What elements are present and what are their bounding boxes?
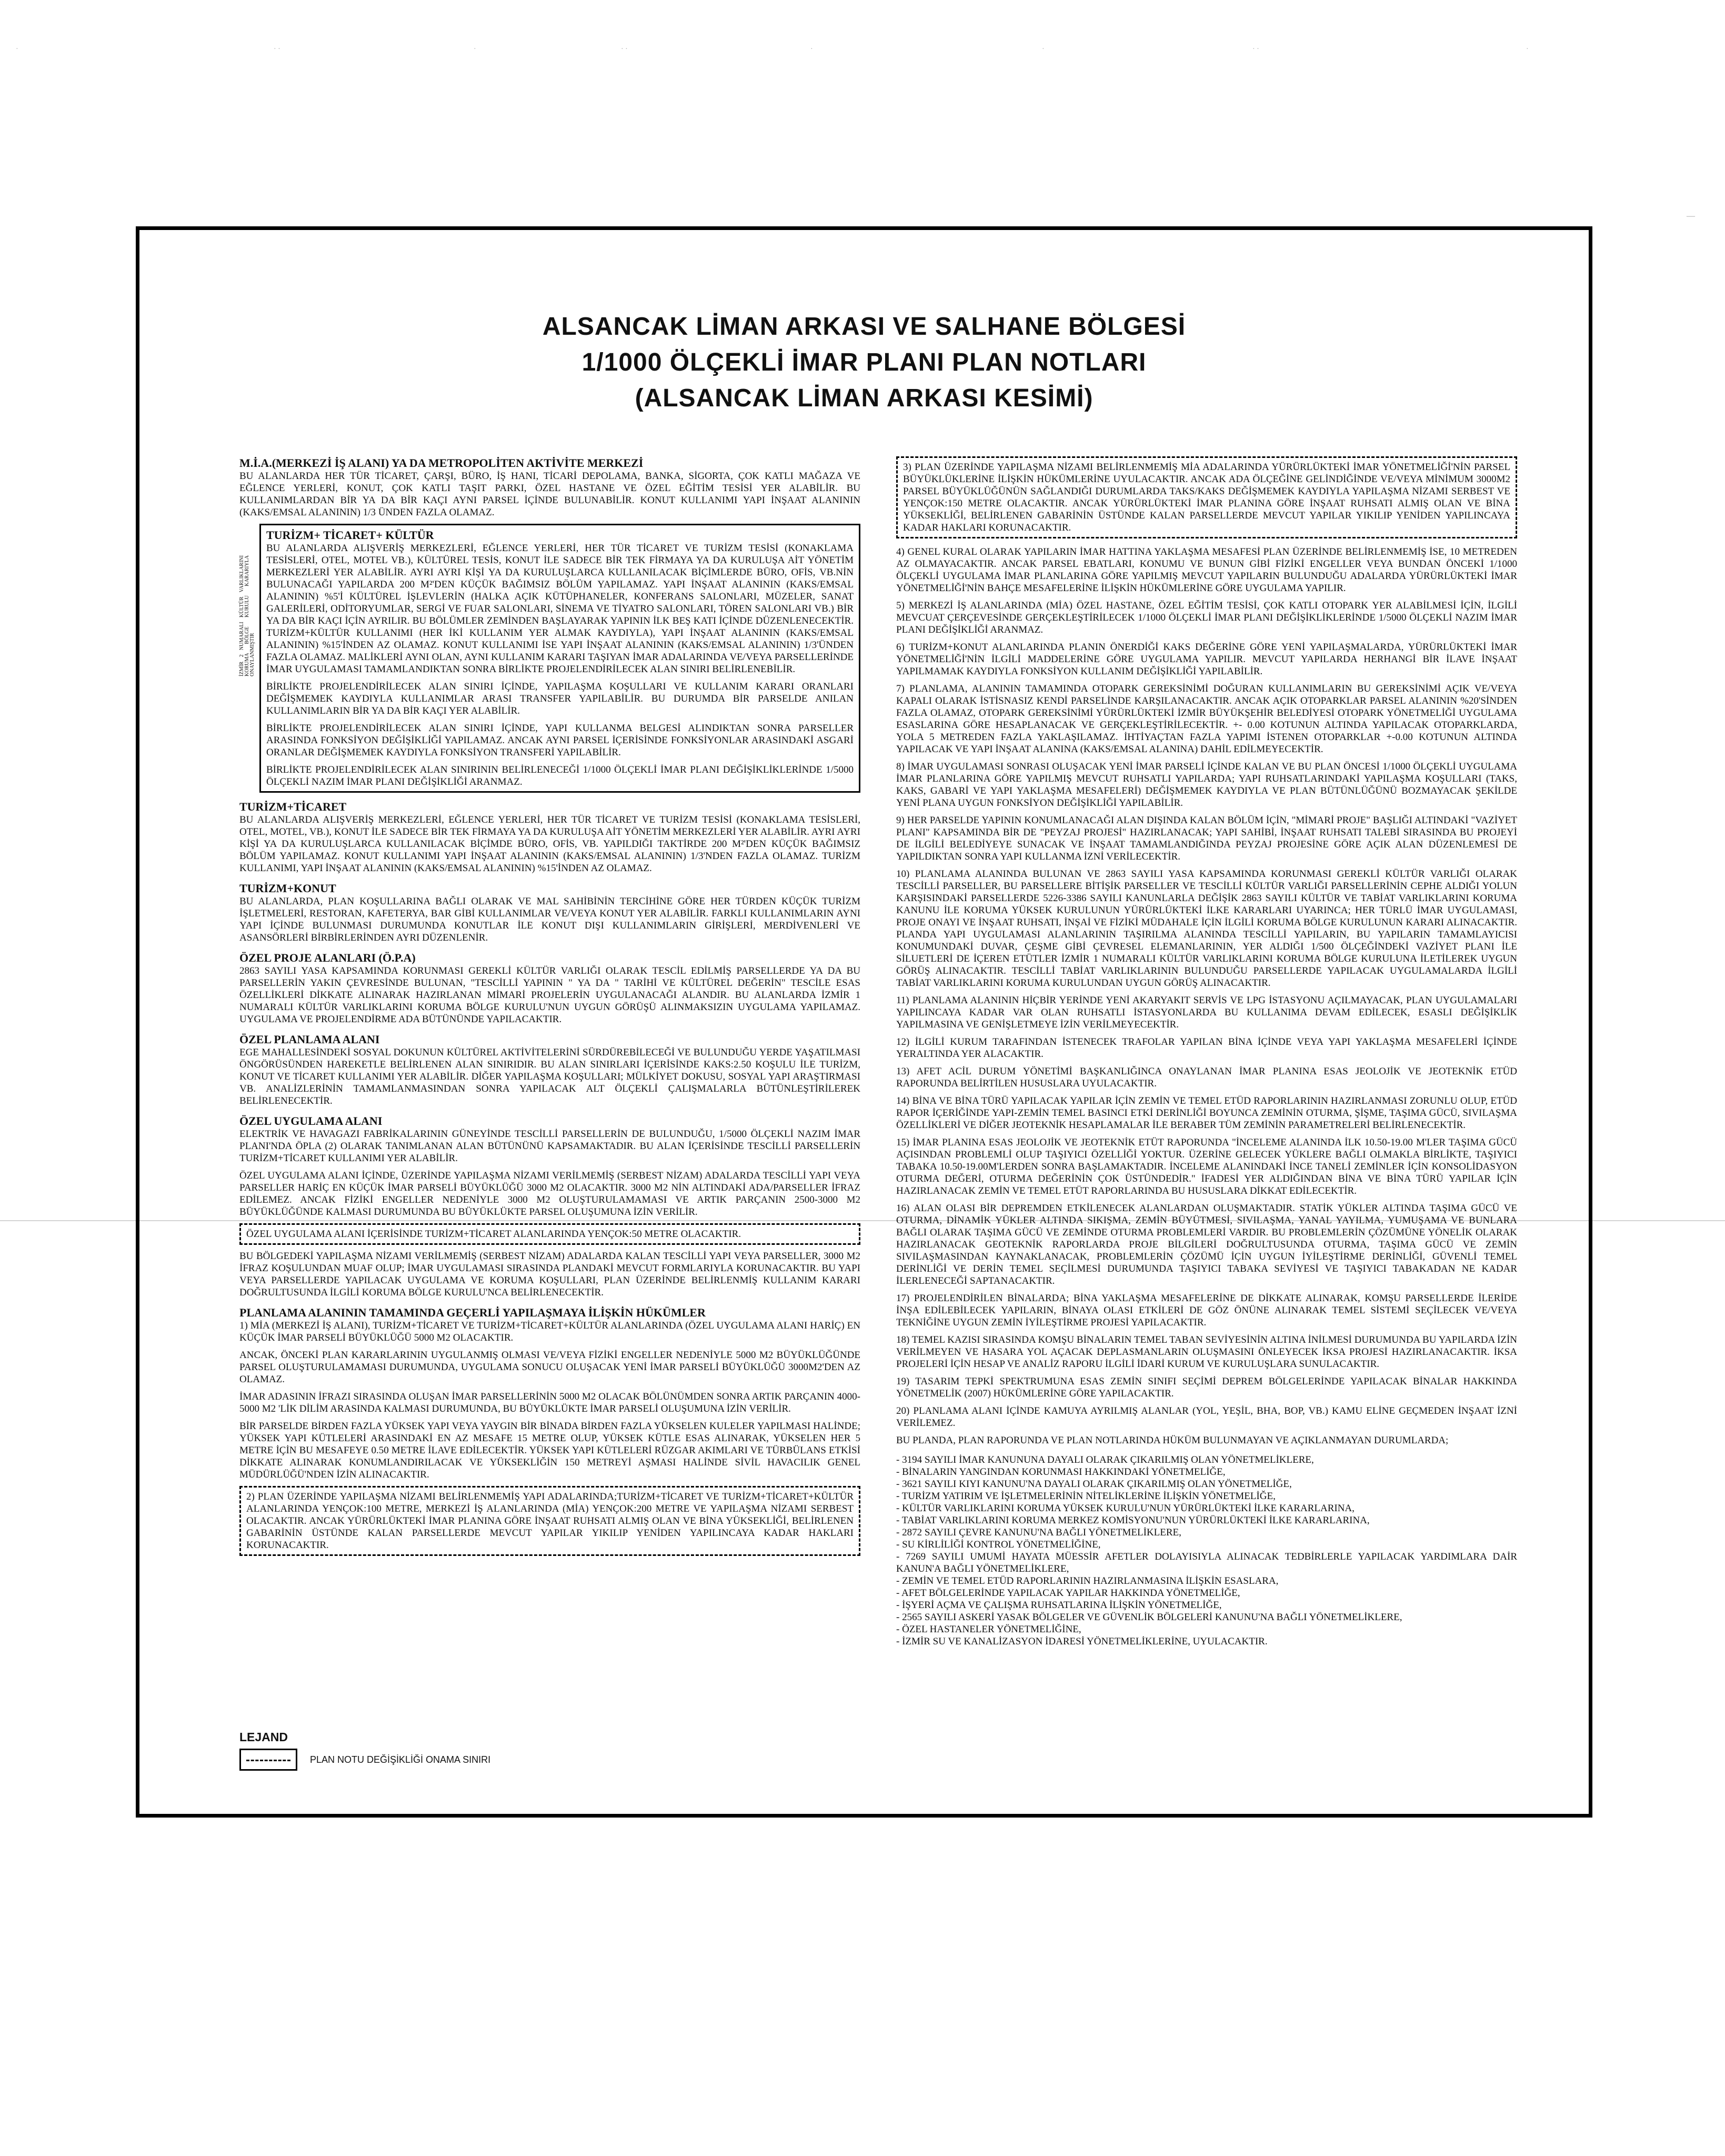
section-heading-opa: ÖZEL PROJE ALANLARI (Ö.P.A) (239, 951, 416, 964)
regulation-item: - TURİZM YATIRIM VE İŞLETMELERİNİN NİTELİKLERİNE İLİŞKİN YÖNETMELİĞE, (896, 1491, 1276, 1502)
section-heading-opl: ÖZEL PLANLAMA ALANI (239, 1033, 380, 1046)
section-text-tt: BU ALANLARDA ALIŞVERİŞ MERKEZLERİ, EĞLENCE YERLERİ, HER TÜR TİCARET VE TURİZM TESİSİ (KONAKLAMA TESİSLERİ, OTEL, MOTEL, VB.), KONUT İLE SADECE BİR TEK FİRMAYA YA DA KURULUŞA AİT YÖNETİM MERKEZLERİ YER ALABİLİR. AYRI AYRI KİŞİ YA DA KURULUŞLARCA KULLANILACAK BİÇİMDE BÜRO, OFİS, VB. YAPILDIĞI TAKTİRDE 200 M²'DEN KÜÇÜK BAĞIMSIZ BÖLÜM YAPILAMAZ. KONUT KULLANIMI YAPI İNŞAAT ALANININ (KAKS/EMSAL ALANININ) 1/3'NDEN FAZLA OLAMAZ. TURİZM KULLANIMI, YAPI İNŞAAT ALANININ (KAKS/EMSAL ALANININ) %15'İNDEN AZ OLAMAZ. (239, 814, 860, 874)
regulation-item: - 3621 SAYILI KIYI KANUNU'NA DAYALI OLARAK ÇIKARILMIŞ OLAN YÖNETMELİĞE, (896, 1479, 1292, 1490)
regulation-item: - 2872 SAYILI ÇEVRE KANUNU'NA BAĞLI YÖNETMELİKLERE, (896, 1527, 1181, 1538)
legend (239, 1730, 490, 1771)
legend-label: PLAN NOTU DEĞİŞİKLİĞİ ONAMA SINIRI (310, 1754, 491, 1765)
section-heading-mia: M.İ.A.(MERKEZİ İŞ ALANI) YA DA METROPOLİTEN AKTİVİTE MERKEZİ (239, 456, 644, 470)
section-text-ttk-4: BİRLİKTE PROJELENDİRİLECEK ALAN SINIRININ BELİRLENECEĞİ 1/1000 ÖLÇEKLİ İMAR PLANI DEĞİŞİKLİKLERİNDE 1/5000 ÖLÇEKLİ NAZIM İMAR PLANI DEĞİŞİKLİĞİ ARANMAZ. (266, 764, 854, 787)
regulations-list (896, 1454, 1517, 1648)
amendment-box-item-3 (896, 456, 1517, 538)
section-heading-ttk: TURİZM+ TİCARET+ KÜLTÜR (266, 528, 434, 542)
right-column (896, 456, 1517, 1647)
plan-note-10: 10) PLANLAMA ALANINDA BULUNAN VE 2863 SAYILI YASA KAPSAMINDA KORUNMASI GEREKLİ KÜLTÜR VARLIĞI OLARAK TESCİLLİ PARSELLER, BU PARSELLERE BİTİŞİK PARSELLER VE TESCİLLİ KÜLTÜR VARLIĞI PARSELLERİNİN CEPHE ALDIĞI YOLUN KARŞISINDAKİ PARSELLERDE 5226-3386 SAYILI KANUNLARLA DEĞİŞİK 2863 SAYILI KÜLTÜR VE TABİAT VARLIKLARINI KORUMA KANUNU İLE KORUMA YÜKSEK KURULUNUN YÜRÜRLÜKTEKİ İLKE KARARLARI UYARINCA; HER TÜRLÜ İMAR UYGULAMASI, PROJE ONAYI VE İNŞAAT RUHSATI, İNŞAİ VE FİZİKİ MÜDAHALE İÇİN İLGİLİ KORUMA BÖLGE KURULUNUN KARARI ALINACAKTIR. PLANDA YAPI UYGULAMASI ALANLARININ TAŞIRILMA ALANINDA TESCİLLİ YAPILARIN, BU YAPILARIN TAMAMLAYICISI KONUMUNDAKİ DUVAR, ÇEŞME GİBİ ÇEVRESEL ELEMANLARININ, YER ALDIĞI 1/500 ÖLÇEĞİNDEKİ VAZİYET PLANI İLE SİLUETLERİ DE İÇEREN ETÜTLER İZMİR 1 NUMARALI KÜLTÜR VARLIKLARINI KORUMA BÖLGE KURULUNA İLETİLEREK UYGUN GÖRÜŞ ALINACAKTIR. TESCİLLİ TABİAT VARLIKLARININ BULUNDUĞU PARSELLERDE YAPILACAK UYGULAMALARDA İLGİLİ TABİAT VARLIKLARINI KORUMA KURULUNDAN UYGUN GÖRÜŞ ALINACAKTIR. (896, 869, 1517, 989)
general-text-4: BİR PARSELDE BİRDEN FAZLA YÜKSEK YAPI VEYA YAYGIN BİR BİNADA BİRDEN FAZLA YÜKSELEN KULELER YAPILMASI HALİNDE; YÜKSEK YAPI KÜTLELERİ ARASINDAKİ EN AZ MESAFE 15 METRE OLUP, YÜKSEK KÜTLE ESAS ALINARAK, YÜKSELEN HER 5 METRE İÇİN BU MESAFEYE 0.50 METRE İLAVE EDİLECEKTİR. YÜKSEK YAPI KÜTLELERİ RÜZGAR AKIMLARI VE TÜRBÜLANS ETKİSİ DİKKATE ALINARAK KONUMLANDIRILACAK VE YÜKSEKLİĞİN 150 METREYİ AŞMASI HALİNDE SİVİL HAVACILIK GENEL MÜDÜRLÜĞÜ'NDEN İZİN ALINACAKTIR. (239, 1421, 860, 1480)
section-text-opa: 2863 SAYILI YASA KAPSAMINDA KORUNMASI GEREKLİ KÜLTÜR VARLIĞI OLARAK TESCİL EDİLMİŞ PARSELLERDE YA DA BU PARSELLERİN YAKIN ÇEVRESİNDE BULUNAN, "TESCİLLİ YAPININ " YA DA " TARİHİ VE KÜLTÜREL DEĞERİN" TESCİLE ESAS ÖZELLİKLERİ DİKKATE ALINARAK HAZIRLANAN MİMARİ PROJELERİN UYGULANACAĞI ALANDIR. BU ALANLARDA İZMİR 1 NUMARALI KÜLTÜR VARLIKLARINI KORUMA BÖLGE KURULU'NUN UYGUN GÖRÜŞÜ ALINMAKSIZIN UYGULAMA YAPILAMAZ. UYGULAMA VE PROJELENDİRME ADA BÜTÜNÜNDE YAPILACAKTIR. (239, 965, 860, 1025)
section-heading-general: PLANLAMA ALANININ TAMAMINDA GEÇERLİ YAPILAŞMAYA İLİŞKİN HÜKÜMLER (239, 1306, 706, 1319)
section-text-ttk-2: BİRLİKTE PROJELENDİRİLECEK ALAN SINIRI İÇİNDE, YAPILAŞMA KOŞULLARI VE KULLANIM KARARI ORANLARI DEĞİŞMEMEK KAYDIYLA KULLANIMLAR ARASI TRANSFER YAPILABİLİR. BU DURUMDA BİR PARSELDE ANILAN KULLANIMLARIN BİR YA DA BİR KAÇI YER ALABİLİR. (266, 681, 854, 716)
section-ttk-wrapper (239, 524, 860, 793)
regulation-item: - AFET BÖLGELERİNDE YAPILACAK YAPILAR HAKKINDA YÖNETMELİĞE, (896, 1588, 1240, 1599)
section-heading-tt: TURİZM+TİCARET (239, 800, 347, 813)
section-text-oua-1: ELEKTRİK VE HAVAGAZI FABRİKALARININ GÜNEYİNDE TESCİLLİ PARSELLERİN DE BULUNDUĞU, 1/5000 ÖLÇEKLİ NAZIM İMAR PLANI'NDA ÖPLA (2) OLARAK TANIMLANAN ALAN BÜTÜNÜNÜ KAPSAMAKTADIR. BU ALAN İÇERİSİNDE TESCİLLİ PARSELLERİN TURİZM+TİCARET KULLANIMI YER ALABİLİR. (239, 1129, 860, 1164)
plan-note-18: 18) TEMEL KAZISI SIRASINDA KOMŞU BİNALARIN TEMEL TABAN SEVİYESİNİN ALTINA İNİLMESİ DURUMUNDA BU YAPILARDA İZİN VERİLMEYEN VE HASARA YOL AÇACAK DEPLASMANLARIN OLUŞMASINI ÖNLEYECEK İKSA PROJESİ HAZIRLANACAKTIR. İKSA PROJELERİ İÇİN HESAP VE ANALİZ RAPORU İLGİLİ İDARİ KURUM VE KURULUŞLARA SUNULACAKTIR. (896, 1334, 1517, 1370)
plan-note-20: 20) PLANLAMA ALANI İÇİNDE KAMUYA AYRILMIŞ ALANLAR (YOL, YEŞİL, BHA, BOP, VB.) KAMU ELİNE GEÇMEDEN İNŞAAT İZNİ VERİLEMEZ. (896, 1405, 1517, 1429)
plan-notes-sheet (136, 226, 1592, 1818)
left-column (239, 456, 860, 1551)
plan-note-15: 15) İMAR PLANINA ESAS JEOLOJİK VE JEOTEKNİK ETÜT RAPORUNDA "İNCELEME ALANINDA İLK 10.50-19.00 M'LER TAŞIMA GÜCÜ AÇISINDAN PROBLEMLİ OLUP TAŞIYICI ÖZELLİĞİ YOKTUR. ÜZERİNE GELECEK YÜKLERE BAĞLI OLMAKLA BİRLİKTE, TAŞIYICI TABAKA 10.50-19.00M'LERDEN SONRA BAŞLAMAKTADIR. İNCELEME ALANINDAKİ İNCE TANELİ ZEMİNLER İÇİN KONSOLİDASYON OTURMA DEĞERİ, OTURMA DEĞERİNİN ÇOK ÜSTÜNDEDİR." İFADESİ YER ALDIĞINDAN BİNA VE BİNA TÜRÜ YAPILAR İÇİN HAZIRLANACAK ZEMİN VE TEMEL ETÜT RAPORLARINDA BU HUSUSLARA DİKKAT EDİLECEKTİR. (896, 1137, 1517, 1196)
plan-note-9: 9) HER PARSELDE YAPININ KONUMLANACAĞI ALAN DIŞINDA KALAN BÖLÜM İÇİN, "MİMARİ PROJE" BAŞLIĞI ALTINDAKİ "VAZİYET PLANI" KAPSAMINDA BİR DE "PEYZAJ PROJESİ" HAZIRLANACAK; YAPI SAHİBİ, İNŞAAT RUHSATI TALEBİ SIRASINDA BU PROJEYİ DE İLGİLİ BELEDİYEYE SUNACAK VE İNŞAAT TAMAMLANDIĞINDA PEYZAJ PROJESİNE GÖRE AÇIK ALAN DÜZENLEMESİ DE YAPILDIKTAN SONRA YAPI KULLANMA İZNİ VERİLECEKTİR. (896, 815, 1517, 862)
plan-note-6: 6) TURİZM+KONUT ALANLARINDA PLANIN ÖNERDİĞİ KAKS DEĞERİNE GÖRE YENİ YAPILAŞMALARDA, YÜRÜRLÜKTEKİ İMAR YÖNETMELİĞİ'NİN İLGİLİ MADDELERİNE GÖRE UYGULAMA YAPILIR. MEVCUT YAPILARDA HERHANGİ BİR İLAVE İNŞAAT YAPILMAMAK KAYDIYLA FONKSİYON KULLANIM DEĞİŞİKLİĞİ YAPILABİLİR. (896, 642, 1517, 677)
section-text-oua-3: BU BÖLGEDEKİ YAPILAŞMA NİZAMI VERİLMEMİŞ (SERBEST NİZAM) ADALARDA KALAN TESCİLLİ YAPI VEYA PARSELLER, 3000 M2 İFRAZ KOŞULUNDAN MUAF OLUP; İMAR UYGULAMASI SIRASINDA PLANDAKİ MEVCUT FORMLARIYLA KORUNACAKTIR. BU YAPI VEYA PARSELLERDE YAPILACAK UYGULAMA VE KORUMA KOŞULLARI, PLAN ÜZERİNDE BELİRLENMİŞ KULLANIM KARARI DOĞRULTUSUNDA İLGİLİ KORUMA BÖLGE KURULU'NCA BELİRLENECEKTİR. (239, 1251, 860, 1298)
section-text-tk: BU ALANLARDA, PLAN KOŞULLARINA BAĞLI OLARAK VE MAL SAHİBİNİN TERCİHİNE GÖRE HER TÜRDEN KÜÇÜK TURİZM İŞLETMELERİ, RESTORAN, KAFETERYA, BAR GİBİ KULLANIMLAR VE/VEYA KONUT YER ALABİLİR. FARKLI KULLANIMLARIN AYNI YAPI İÇİNDE BULUNMASI DURUMUNDA KONUTLAR İLE KONUT DIŞI KULLANIMLARIN GİRİŞLERİ, MERDİVENLERİ VE ASANSÖRLERİ BİRBİRLERİNDEN AYRI DÜZENLENİR. (239, 896, 860, 943)
title-line-1: ALSANCAK LİMAN ARKASI VE SALHANE BÖLGESİ (542, 313, 1186, 341)
regulation-item: - KÜLTÜR VARLIKLARINI KORUMA YÜKSEK KURULU'NUN YÜRÜRLÜKTEKİ İLKE KARARLARINA, (896, 1503, 1355, 1514)
scan-edge-marks: · · · · · · · · · · · (16, 45, 1529, 53)
section-text-mia: BU ALANLARDA HER TÜR TİCARET, ÇARŞI, BÜRO, İŞ HANI, TİCARİ DEPOLAMA, BANKA, SİGORTA, ÇOK KATLI MAĞAZA VE EĞLENCE YERLERİ, KONUT, ÇOK KATLI TAŞIT PARKI, ÖZEL HASTANE VE ÖZEL EĞİTİM TESİSİ YER ALABİLİR. BU KULLANIMLARDAN BİR YA DA BİR KAÇI AYNI PARSEL İÇİNDE BULUNABİLİR. KONUT KULLANIMI YAPI İNŞAAT ALANININ (KAKS/EMSAL ALANININ) 1/3 ÜNDEN FAZLA OLAMAZ. (239, 471, 860, 518)
plan-note-16: 16) ALAN OLASI BİR DEPREMDEN ETKİLENECEK ALANLARDAN OLUŞMAKTADIR. STATİK YÜKLER ALTINDA TAŞIMA GÜCÜ VE OTURMA, DİNAMİK YÜKLER ALTINDA SIKIŞMA, ZEMİN BÜYÜTMESİ, SIVILAŞMA, YANAL YAYILMA, YUMUŞAMA VE BUNLARA BAĞLI OLARAK TAŞIMA GÜCÜ VE ZEMİNDE OTURMA PROBLEMLERİ VARDIR. BU PROBLEMLERİN ÇÖZÜMÜNE YÖNELİK OLARAK HAZIRLANACAK GEOTEKNİK RAPORLARDA PROJE BİLGİLERİ DOĞRULTUSUNDA OTURMA, TAŞIMA GÜCÜ VE ZEMİN SIVILAŞMASINDAN KAYNAKLANACAK, PROBLEMLERİN ÇÖZÜMÜ İÇİN UYGUN İYİLEŞTİRME DERİNLİĞİ, GÜVENLİ TEMEL DERİNLİĞİ VE DERİN TEMEL SEÇİLMESİ DURUMUNDA TAŞIYICI TABAKA SEVİYESİ VE TAŞIYICI TABAKADAN NE KADAR İLERLENECEĞİ SAPTANACAKTIR. (896, 1203, 1517, 1286)
regulation-item: - ZEMİN VE TEMEL ETÜD RAPORLARININ HAZIRLANMASINA İLİŞKİN ESASLARA, (896, 1575, 1279, 1586)
plan-note-8: 8) İMAR UYGULAMASI SONRASI OLUŞACAK YENİ İMAR PARSELİ İÇİNDE KALAN VE BU PLAN ÖNCESİ 1/1000 ÖLÇEKLİ UYGULAMA İMAR PLANLARINA GÖRE YAPILMIŞ MEVCUT RUHSATLI YAPILARDA; YAPI RUHSATLARINDAKİ YAPILAŞMA KOŞULLARI (TAKS, KAKS, GABARİ VE YAPI YAKLAŞMA MESAFELERİ) DEĞİŞMEMEK KAYDIYLA VE PLAN BÜTÜNLÜĞÜNÜ BOZMAYACAK ŞEKİLDE YENİ PLANA UYGUN FONKSİYON DEĞİŞİKLİĞİ YAPILABİLİR. (896, 761, 1517, 808)
closing-statement: BU PLANDA, PLAN RAPORUNDA VE PLAN NOTLARINDA HÜKÜM BULUNMAYAN VE AÇIKLANMAYAN DURUMLARDA; (896, 1435, 1449, 1446)
document-title (139, 309, 1589, 416)
plan-note-17: 17) PROJELENDİRİLEN BİNALARDA; BİNA YAKLAŞMA MESAFELERİNE DE DİKKATE ALINARAK, KOMŞU PARSELLERDE İLERİDE İNŞA EDİLEBİLECEK YAPILARIN, BİNAYA OLASI ETKİLERİ DE GÖZ ÖNÜNE ALINARAK TEMEL SİSTEMİ SEÇİLECEK VE/VEYA TEKNİĞİNE UYGUN ZEMİN İYİLEŞTİRME PROJESİ YAPILACAKTIR. (896, 1293, 1517, 1328)
legend-row (239, 1749, 490, 1771)
plan-note-5: 5) MERKEZİ İŞ ALANLARINDA (MİA) ÖZEL HASTANE, ÖZEL EĞİTİM TESİSİ, ÇOK KATLI OTOPARK YER ALABİLMESİ İÇİN, İLGİLİ MEVCUAT ÇERÇEVESİNDE GERÇEKLEŞTİRİLECEK 1/1000 ÖLÇEKLİ İMAR PLANI DEĞİŞİKLİKLERİNDE 1/5000 ÖLÇEKLİ NAZIM İMAR PLANI DEĞİŞİKLİĞİ ARANMAZ. (896, 600, 1517, 635)
title-line-2: 1/1000 ÖLÇEKLİ İMAR PLANI PLAN NOTLARI (581, 348, 1147, 376)
board-approval-stamp: İZMİR 2 NUMARALI KÜLTÜR VARLIKLARINI KORUMA BÖLGE KURULU KARARIYLA ONAYLANMIŞTIR (239, 555, 255, 676)
general-text-2: ANCAK, ÖNCEKİ PLAN KARARLARININ UYGULANMIŞ OLMASI VE/VEYA FİZİKİ ENGELLER NEDENİYLE 5000 M2 BÜYÜKLÜĞÜNDE PARSEL OLUŞTURULAMAMASI DURUMUNDA, UYGULAMA SONUCU OLUŞACAK YENİ İMAR PARSELİ BÜYÜKLÜĞÜ 3000M2'DEN AZ OLAMAZ. (239, 1350, 860, 1385)
plan-note-14: 14) BİNA VE BİNA TÜRÜ YAPILACAK YAPILAR İÇİN ZEMİN VE TEMEL ETÜD RAPORLARININ HAZIRLANMASI ZORUNLU OLUP, ETÜD RAPOR İÇERİĞİNDE YAPI-ZEMİN TEMEL BASINCI ETKİ DERİNLİĞİ BOYUNCA ZEMİNİN OTURMA, ŞİŞME, TAŞIMA GÜCÜ, SIVILAŞMA ÖZELLİKLERİ VE DİĞER JEOTEKNİK HESAPLAMALAR İLE BERABER TÜM ZEMİNİN PARAMETRELERİ BELİRLENECEKTİR. (896, 1095, 1517, 1131)
legend-title: LEJAND (239, 1730, 288, 1744)
regulation-item: - İŞYERİ AÇMA VE ÇALIŞMA RUHSATLARINA İLİŞKİN YÖNETMELİĞE, (896, 1600, 1222, 1611)
plan-note-13: 13) AFET ACİL DURUM YÖNETİMİ BAŞKANLIĞINCA ONAYLANAN İMAR PLANINA ESAS JEOLOJİK VE JEOTEKNİK ETÜD RAPORUNDA BELİRTİLEN HUSUSLARA UYULACAKTIR. (896, 1066, 1517, 1089)
section-ttk-box (259, 524, 860, 793)
corner-mark: — (1687, 212, 1695, 221)
amendment-text-item-3: 3) PLAN ÜZERİNDE YAPILAŞMA NİZAMI BELİRLENMEMİŞ MİA ADALARINDA YÜRÜRLÜKTEKİ İMAR YÖNETMELİĞİ'NİN PARSEL BÜYÜKLÜKLERİNE İLİŞKİN HÜKÜMLERİNE UYULACAKTIR. ANCAK ADA ÖLÇEĞİNE GELİNDİĞİNDE VE/VEYA MİNİMUM 3000M2 PARSEL BÜYÜKLÜĞÜNÜN SAĞLANDIĞI DURUMLARDA TAKS/KAKS DEĞİŞMEMEK KAYDIYLA YAPILAŞMA NİZAMI SERBEST VE YENÇOK:150 METRE OLACAKTIR. ANCAK YÜRÜRLÜKTEKİ İMAR PLANINA GÖRE İNŞAAT RUHSATI ALMIŞ OLAN VE BİNA YÜKSEKLİĞİ, BELİRLENEN GABARİNİN ÜSTÜNDE KALAN PARSELLERDE MEVCUT YAPILAR YIKILIP YENİDEN YAPILINCAYA KADAR HAKLARI KORUNACAKTIR. (903, 462, 1510, 533)
amendment-box-oua (239, 1223, 860, 1245)
regulation-item: - TABİAT VARLIKLARINI KORUMA MERKEZ KOMİSYONU'NUN YÜRÜRLÜKTEKİ İLKE KARARLARINA, (896, 1515, 1370, 1526)
amendment-box-item-2 (239, 1486, 860, 1556)
section-heading-tk: TURİZM+KONUT (239, 882, 336, 895)
regulation-item: - 3194 SAYILI İMAR KANUNUNA DAYALI OLARAK ÇIKARILMIŞ OLAN YÖNETMELİKLERE, (896, 1454, 1314, 1465)
plan-note-7: 7) PLANLAMA, ALANININ TAMAMINDA OTOPARK GEREKSİNİMİ DOĞURAN KULLANIMLARIN BU GEREKSİNİMİ AÇIK VE/VEYA KAPALI OLARAK İSTİSNASIZ KENDİ PARSELİNDE KARŞILANACAKTIR. ANCAK AÇIK OTOPARKLAR PARSEL ALANININ %20'SİNDEN FAZLA OLAMAZ, OTOPARK GEREKSİNİMİ YÜRÜRLÜKTEKİ İZMİR BÜYÜKŞEHİR BELEDİYESİ OTOPARK YÖNETMELİĞİ UYGULAMA ESASLARINA GÖRE HESAPLANACAK VE GERÇEKLEŞTİRİLECEKTİR. +- 0.00 KOTUNUN ALTINDA YAPILACAK OTOPARKLARDA, YOLA 5 METREDEN FAZLA YAKLAŞILAMAZ. İHTİYAÇTAN FAZLA YAPIMI İSTENEN OTOPARKLAR +-0.00 KOTUNUN ALTINDA YAPILACAK VE YAPI İNŞAAT ALANINA (KAKS/EMSAL ALANINA) DAHİL EDİLMEYECEKTİR. (896, 683, 1517, 755)
section-text-opl: EGE MAHALLESİNDEKİ SOSYAL DOKUNUN KÜLTÜREL AKTİVİTELERİNİ SÜRDÜREBİLECEĞİ VE BULUNDUĞU YERDE YAŞATILMASI ÖNGÖRÜSÜNDEN HAREKETLE BELİRLENEN ALAN SINIRIDIR. BU ALAN SINIRLARI İÇERİSİNDE KAKS:2.50 KOŞULU İLE TURİZM, KONUT VE TİCARET KULLANIMI YER ALABİLİR. DİĞER YAPILAŞMA KOŞULLARI; MÜLKİYET DOKUSU, SOSYAL YAPI ARAŞTIRMASI VB. ANALİZLERİNİN TAMAMLANMASINDAN SONRA YAPILACAK ALT ÖLÇEKLİ ÇALIŞMALARLA BÜTÜNLEŞTİRİLEREK BELİRLENECEKTİR. (239, 1047, 860, 1106)
plan-note-12: 12) İLGİLİ KURUM TARAFINDAN İSTENECEK TRAFOLAR YAPILAN BİNA İÇİNDE VEYA YAPI YAKLAŞMA MESAFELERİ İÇİNDE YERALTINDA YER ALACAKTIR. (896, 1036, 1517, 1060)
amendment-text-item-2: 2) PLAN ÜZERİNDE YAPILAŞMA NİZAMI BELİRLENMEMİŞ YAPI ADALARINDA;TURİZM+TİCARET VE TURİZM+TİCARET+KÜLTÜR ALANLARINDA YENÇOK:100 METRE, MERKEZİ İŞ ALANLARINDA (MİA) YENÇOK:200 METRE VE YAPILAŞMA NİZAMI SERBEST OLACAKTIR. ANCAK YÜRÜRLÜKTEKİ İMAR PLANINA GÖRE İNŞAAT RUHSATI ALMIŞ OLAN VE BİNA YÜKSEKLİĞİ, BELİRLENEN GABARİNİN ÜSTÜNDE KALAN PARSELLERDE MEVCUT YAPILAR YIKILIP YENİDEN YAPILINCAYA KADAR HAKLARI KORUNACAKTIR. (246, 1491, 854, 1551)
plan-note-19: 19) TASARIM TEPKİ SPEKTRUMUNA ESAS ZEMİN SINIFI SEÇİMİ DEPREM BÖLGELERİNDE YAPILACAK BİNALAR HAKKINDA YÖNETMELİK (2007) HÜKÜMLERİNE GÖRE YAPILACAKTIR. (896, 1376, 1517, 1399)
section-heading-oua: ÖZEL UYGULAMA ALANI (239, 1114, 383, 1127)
section-text-ttk-3: BİRLİKTE PROJELENDİRİLECEK ALAN SINIRI İÇİNDE, YAPI KULLANMA BELGESİ ALINDIKTAN SONRA PARSELLER ARASINDA FONKSİYON DEĞİŞİKLİĞİ YAPILAMAZ. ANCAK AYNI PARSEL İÇERİSİNDE FONKSİYONLAR ARASINDAKİ ASGARİ ORANLAR DEĞİŞMEMEK KAYDIYLA FONKSİYON TRANSFERİ YAPILABİLİR. (266, 723, 854, 758)
plan-note-11: 11) PLANLAMA ALANININ HİÇBİR YERİNDE YENİ AKARYAKIT SERVİS VE LPG İSTASYONU AÇILMAYACAK, PLAN UYGULAMALARI YAPILINCAYA KADAR VAR OLAN RUHSATLI İSTASYONLARDA BU KULLANIMA DEVAM EDİLECEK, ESASLI DEĞİŞİKLİK YAPILMASINA VE GENİŞLETMEYE İZİN VERİLMEYECEKTİR. (896, 995, 1517, 1030)
title-line-3: (ALSANCAK LİMAN ARKASI KESİMİ) (635, 384, 1094, 412)
general-text-1: 1) MİA (MERKEZİ İŞ ALANI), TURİZM+TİCARET VE TURİZM+TİCARET+KÜLTÜR ALANLARINDA (ÖZEL UYGULAMA ALANI HARİÇ) EN KÜÇÜK İMAR PARSELİ BÜYÜKLÜĞÜ 5000 M2 OLACAKTIR. (239, 1320, 860, 1343)
regulation-item: - 2565 SAYILI ASKERİ YASAK BÖLGELER VE GÜVENLİK BÖLGELERİ KANUNU'NA BAĞLI YÖNETMELİKLERE, (896, 1612, 1402, 1623)
amendment-text-oua: ÖZEL UYGULAMA ALANI İÇERİSİNDE TURİZM+TİCARET ALANLARINDA YENÇOK:50 METRE OLACAKTIR. (246, 1229, 741, 1240)
regulation-item: - 7269 SAYILI UMUMİ HAYATA MÜESSİR AFETLER DOLAYISIYLA ALINACAK TEDBİRLERLE YAPILACAK YARDIMLARA DAİR KANUN'A BAĞLI YÖNETMELİKLERE, (896, 1551, 1517, 1574)
regulation-item: - İZMİR SU VE KANALİZASYON İDARESİ YÖNETMELİKLERİNE, UYULACAKTIR. (896, 1636, 1268, 1647)
dashed-boundary-symbol-icon (239, 1749, 297, 1771)
general-text-3: İMAR ADASININ İFRAZI SIRASINDA OLUŞAN İMAR PARSELLERİNİN 5000 M2 OLACAK BÖLÜNÜMDEN SONRA ARTIK PARÇANIN 4000-5000 M2 'LİK DİLİM ARASINDA KALMASI DURUMUNDA, BU BÜYÜKLÜKTE İMAR PARSELİ OLUŞUMUNA İZİN VERİLİR. (239, 1391, 860, 1414)
section-text-oua-2: ÖZEL UYGULAMA ALANI İÇİNDE, ÜZERİNDE YAPILAŞMA NİZAMI VERİLMEMİŞ (SERBEST NİZAM) ADALARDA TESCİLLİ YAPI VEYA PARSELLER HARİÇ EN KÜÇÜK İMAR PARSELİ BÜYÜKLÜĞÜ 3000 M2 OLACAKTIR. 3000 M2 NİN ALTINDAKİ ADA/PARSELLER İFRAZ EDİLEMEZ. ANCAK FİZİKİ ENGELLER NEDENİYLE 3000 M2 OLUŞTURULAMAMASI VE ARTIK PARÇANIN 2500-3000 M2 BÜYÜKLÜĞÜNDE KALMASI DURUMUNDA BU BÜYÜKLÜKTE PARSEL OLUŞUMUNA İZİN VERİLİR. (239, 1170, 860, 1217)
plan-note-4: 4) GENEL KURAL OLARAK YAPILARIN İMAR HATTINA YAKLAŞMA MESAFESİ PLAN ÜZERİNDE BELİRLENMEMİŞ İSE, 10 METREDEN AZ OLMAYACAKTIR. ANCAK PARSEL EBATLARI, KONUMU VE BUNUN GİBİ FİZİKİ ENGELLER VEYA BUNDAN ÖNCEKİ 1/1000 ÖLÇEKLİ UYGULAMA İMAR PLANLARINA GÖRE YAPILMIŞ MEVCUT YAPILARIN BULUNDUĞU ADALARDA YÜRÜRLÜKTEKİ İMAR YÖNETMELİĞİ'NİN BAHÇE MESAFELERİNE İLİŞKİN HÜKÜMLERİNE GÖRE UYGULAMA YAPILIR. (896, 546, 1517, 594)
regulation-item: - BİNALARIN YANGINDAN KORUNMASI HAKKINDAKİ YÖNETMELİĞE, (896, 1466, 1226, 1478)
section-text-ttk-1: BU ALANLARDA ALIŞVERİŞ MERKEZLERİ, EĞLENCE YERLERİ, HER TÜR TİCARET VE TURİZM TESİSİ (KONAKLAMA TESİSLERİ, OTEL, MOTEL VB.), KÜLTÜREL TESİS, KONUT İLE SADECE BİR TEK FİRMAYA YA DA KURULUŞA AİT YÖNETİM MERKEZLERİ YER ALABİLİR. AYRI AYRI KİŞİ YA DA KURULUŞLARCA KULLANILACAK BİÇİMLERDE BÜRO, OFİS, VB.NİN BULUNACAĞI YAPILARDA 200 M²'DEN KÜÇÜK BAĞIMSIZ BÖLÜM YAPILAMAZ. YAPI İNŞAAT ALANININ (KAKS/EMSAL ALANININ) %5'İ KÜLTÜREL İŞLEVLERİN (HALKA AÇIK KÜTÜPHANELER, KONFERANS SALONLARI, MÜZELER, SANAT GALERİLERİ, ODİTORYUMLAR, SERGİ VE FUAR SALONLARI, SİNEMA VE TİYATRO SALONLARI, TÖREN SALONLARI VB.) BİR YA DA BİR KAÇI İÇİN AYRILIR. BU BÖLÜMLER ZEMİNDEN BAŞLAYARAK YAPININ İLK BEŞ KATI İÇİNDE DÜZENLENECEKTİR. TURİZM+KÜLTÜR KULLANIMI (HER İKİ KULLANIM YER ALMAK KAYDIYLA), YAPI İNŞAAT ALANININ (KAKS/EMSAL ALANININ) %15'İNDEN AZ OLAMAZ. KONUT KULLANIMI İSE YAPI İNŞAAT ALANININ (KAKS/EMSAL ALANININ) 1/3'ÜNDEN FAZLA OLAMAZ. MALİKLERİ AYNI OLAN, AYNI KULLANIM KARARI TAŞIYAN İMAR ADALARINDA VE/VEYA PARSELLERİNDE İMAR UYGULAMASI TAMAMLANDIKTAN SONRA BİRLİKTE PROJELENDİRİLECEK ALAN SINIRI BELİRLENEBİLİR. (266, 543, 854, 675)
regulation-item: - ÖZEL HASTANELER YÖNETMELİĞİNE, (896, 1624, 1081, 1635)
regulation-item: - SU KİRLİLİĞİ KONTROL YÖNETMELİĞİNE, (896, 1539, 1101, 1550)
